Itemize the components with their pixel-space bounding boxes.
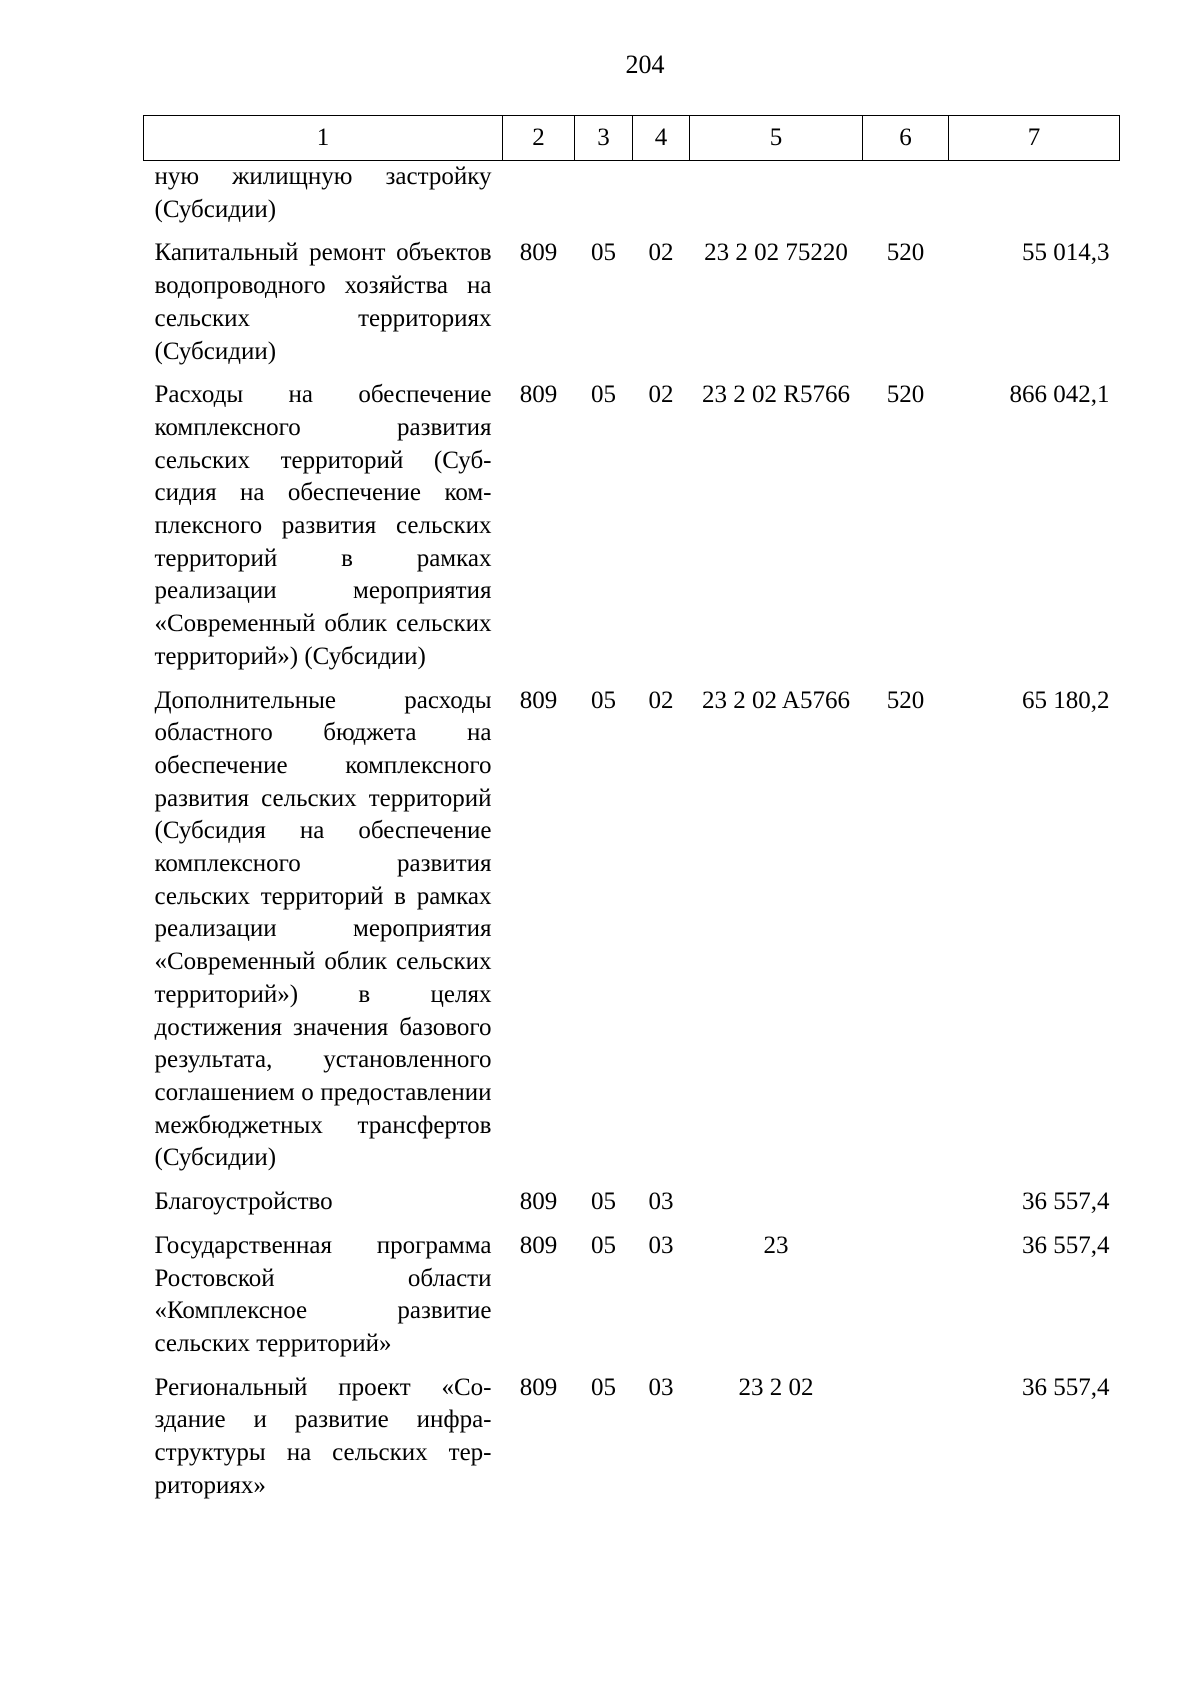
column-header-7: 7 [949, 116, 1120, 161]
row-col4: 03 [648, 1231, 674, 1259]
header-row [144, 116, 1120, 161]
row-col4: 02 [648, 239, 674, 267]
row-col3: 05 [591, 686, 616, 714]
table-body [144, 161, 1120, 1503]
row-col6 [863, 1230, 949, 1372]
column-header-1: 1 [144, 116, 503, 161]
table-row [144, 379, 1120, 684]
page-number: 204 [625, 50, 665, 79]
row-col2: 809 [519, 1231, 558, 1259]
row-name: Капитальный ремонт объектов водопроводного хозяйства на сельских территориях (Субсидии) [154, 239, 492, 365]
row-name: Расходы на обеспечение комплексного развития сельских территорий (Субсидия на обеспечение комплексного развития сельских территорий в рамках реализации мероприятия «Современный облик сельских территорий») (Субсидии) [154, 381, 492, 670]
column-header-5: 5 [690, 116, 863, 161]
row-col7: 36 557,4 [1022, 1231, 1110, 1259]
row-col4: 02 [648, 686, 674, 714]
row-name: Государственная программа Ростовской области «Комплексное развитие сельских территорий» [154, 1231, 492, 1357]
table-row [144, 161, 1120, 238]
row-col5 [690, 1186, 863, 1230]
row-col6 [863, 1372, 949, 1503]
row-col3: 05 [591, 1373, 616, 1401]
table-header [144, 116, 1120, 161]
table-row [144, 237, 1120, 379]
row-col3 [575, 161, 633, 238]
row-col7 [949, 161, 1120, 238]
column-header-4: 4 [633, 116, 690, 161]
row-col7: 55 014,3 [1022, 239, 1110, 267]
row-col7: 65 180,2 [1022, 686, 1110, 714]
row-col2: 809 [519, 1188, 558, 1216]
row-col3: 05 [591, 1188, 616, 1216]
row-name: Благоустройство [154, 1188, 333, 1216]
table-row [144, 1372, 1120, 1503]
row-col6: 520 [886, 239, 925, 267]
row-col2: 809 [519, 381, 558, 409]
row-col6 [863, 161, 949, 238]
row-col5: 23 2 02 R5766 [702, 381, 850, 409]
table-row [144, 685, 1120, 1187]
row-col3: 05 [591, 1231, 616, 1259]
row-col5: 23 2 02 A5766 [702, 686, 850, 714]
row-name: ную жилищную застройку (Субсидии) [154, 163, 492, 223]
row-col5: 23 2 02 [738, 1373, 814, 1401]
row-name: Региональный проект «Создание и развитие инфраструктуры на сельских территориях» [154, 1373, 492, 1499]
row-col3: 05 [591, 239, 616, 267]
row-col2 [503, 161, 575, 238]
row-col7: 866 042,1 [1009, 381, 1110, 409]
table-row [144, 1230, 1120, 1372]
column-header-3: 3 [575, 116, 633, 161]
budget-table [143, 115, 1120, 1502]
row-col5: 23 [763, 1231, 789, 1259]
row-col3: 05 [591, 381, 616, 409]
row-col4: 03 [648, 1373, 674, 1401]
row-col2: 809 [519, 686, 558, 714]
row-col6 [863, 1186, 949, 1230]
row-col7: 36 557,4 [1022, 1373, 1110, 1401]
row-col7: 36 557,4 [1022, 1188, 1110, 1216]
row-col5: 23 2 02 75220 [704, 239, 848, 267]
row-col2: 809 [519, 1373, 558, 1401]
row-name: Дополнительные расходы областного бюджета на обеспечение комплексного развития сельских территорий (Субсидия на обеспечение комплексного развития сельских территорий в рамках реализации мероприятия «Современный облик сельских территорий») в целях достижения значения базового результата, установленного соглашением о предоставлении межбюджетных трансфертов (Субсидии) [154, 686, 492, 1172]
column-header-6: 6 [863, 116, 949, 161]
row-col2: 809 [519, 239, 558, 267]
row-col4 [633, 161, 690, 238]
row-col6: 520 [886, 381, 925, 409]
row-col5 [690, 161, 863, 238]
row-col4: 03 [648, 1188, 674, 1216]
table-row [144, 1186, 1120, 1230]
column-header-2: 2 [503, 116, 575, 161]
row-col4: 02 [648, 381, 674, 409]
row-col6: 520 [886, 686, 925, 714]
